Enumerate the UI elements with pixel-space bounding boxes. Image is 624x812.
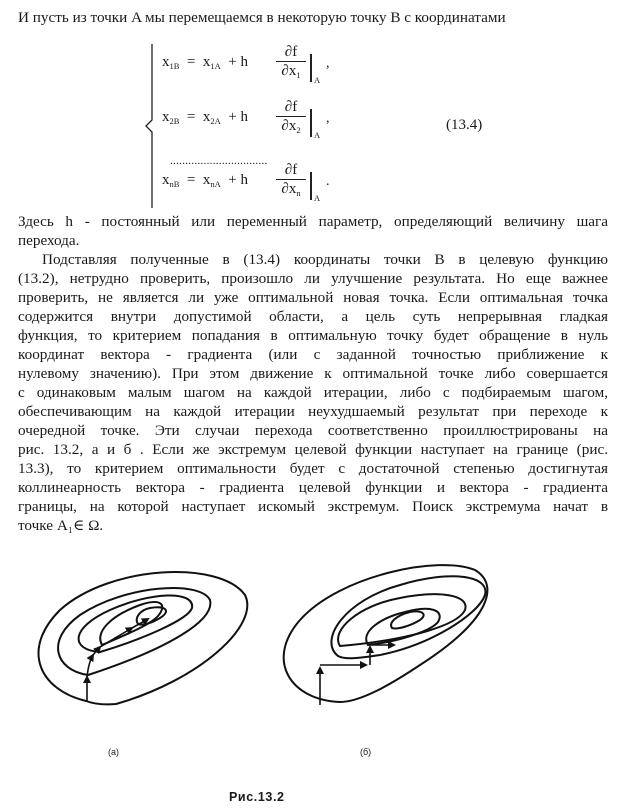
figure-a-path bbox=[87, 619, 148, 701]
eq-rhs-sub: 2A bbox=[210, 116, 221, 126]
den-sub: n bbox=[296, 188, 301, 199]
paragraph-line: (13.2), нетрудно проверить, произошло ли улучшение результата. Но еще важнее bbox=[18, 270, 608, 287]
paragraph-line: 13.3), то критерием оптимальности будет с достаточной степенью достигнутая bbox=[18, 460, 608, 477]
eq-lhs: x bbox=[162, 109, 170, 125]
partial-derivative bbox=[274, 97, 308, 136]
frac-numerator: ∂f bbox=[284, 44, 298, 60]
paragraph-line: перехода. bbox=[18, 232, 80, 249]
step-arrow-a4 bbox=[100, 628, 132, 647]
eq-lhs-sub: 1B bbox=[169, 61, 180, 71]
paragraph-line: Здесь h - постоянный или переменный параметр, определяющий величину шага bbox=[18, 213, 608, 230]
evaluation-bar bbox=[310, 54, 312, 82]
paragraph-line: содержится внутри допустимой области, а цель суть непрерывная гладкая bbox=[18, 308, 608, 325]
eq-step-h: h bbox=[240, 109, 248, 125]
frac-denominator bbox=[274, 62, 308, 81]
den-text: ∂x bbox=[281, 63, 297, 80]
paragraph-line: рис. 13.2, а и б . Если же экстремум целевой функции наступает на границе (рис. bbox=[18, 441, 608, 458]
paragraph-line: проверить, не является ли уже оптимальной новая точка. Если оптимальная точка bbox=[18, 289, 608, 306]
den-sub: 2 bbox=[296, 125, 301, 136]
eq-punct: . bbox=[326, 174, 330, 189]
den-sub: 1 bbox=[296, 70, 301, 81]
paragraph-line: координат вектора - градиента (или с заданной точностью приближение к bbox=[18, 346, 608, 363]
evaluation-bar bbox=[310, 109, 312, 137]
den-text: ∂x bbox=[281, 118, 297, 135]
paragraph-line: точке A₁∈ Ω. bbox=[18, 517, 104, 534]
figure-13-2 bbox=[0, 540, 624, 740]
paragraph-line: границы, на которой наступает искомый экстремум. Поиск экстремума начат в bbox=[18, 498, 608, 515]
figure-caption: Рис.13.2 bbox=[229, 790, 285, 804]
eq-rhs-sub: nA bbox=[210, 179, 221, 189]
den-text: ∂x bbox=[281, 181, 297, 198]
paragraph-line: коллинеарность вектора - градиента целевой функции и вектора - градиента bbox=[18, 479, 608, 496]
paragraph-line: очередной точке. Эти случаи перехода соответственно проиллюстрированы на bbox=[18, 422, 608, 439]
eq-step-h: h bbox=[240, 172, 248, 188]
partial-derivative bbox=[274, 42, 308, 81]
eq-rhs: x bbox=[202, 54, 211, 70]
eq-lhs-sub: 2B bbox=[169, 116, 180, 126]
eval-at: A bbox=[314, 193, 321, 203]
contour-a-3 bbox=[79, 595, 193, 652]
eq-rhs: x bbox=[202, 109, 211, 125]
paragraph-line: нулевому значению). При этом движение к оптимальной точке либо совершается bbox=[18, 365, 608, 382]
paragraph-line: обеспечивающим на каждой итерации неухудшаемый результат при переходе к bbox=[18, 403, 608, 420]
eval-at: A bbox=[314, 130, 321, 140]
eq-lhs: x bbox=[162, 54, 170, 70]
eq-step-h: h bbox=[240, 54, 248, 70]
left-brace bbox=[142, 42, 156, 210]
figure-a-contours bbox=[39, 572, 248, 704]
eq-lhs-sub: nB bbox=[169, 179, 180, 189]
equation-ellipsis: ................................ bbox=[170, 155, 268, 167]
intro-text: И пусть из точки A мы перемещаемся в некоторую точку B с координатами bbox=[18, 9, 506, 26]
figure-b-contours bbox=[284, 565, 488, 702]
eq-rhs-sub: 1A bbox=[210, 61, 221, 71]
eq-lhs: x bbox=[162, 172, 170, 188]
frac-numerator: ∂f bbox=[284, 162, 298, 178]
frac-denominator bbox=[274, 180, 308, 199]
partial-derivative bbox=[274, 160, 308, 199]
eval-at: A bbox=[314, 75, 321, 85]
figure-label-b: (б) bbox=[360, 747, 372, 757]
figure-label-a: (а) bbox=[108, 747, 119, 757]
paragraph-line: с одинаковым малым шагом на каждой итерации, либо с подбираемым шагом, bbox=[18, 384, 608, 401]
eq-punct: , bbox=[326, 111, 330, 126]
frac-denominator bbox=[274, 117, 308, 136]
frac-numerator: ∂f bbox=[284, 99, 298, 115]
paragraph-line: функция, то критерием попадания в оптимальную точку будет обращение в нуль bbox=[18, 327, 608, 344]
contour-b-outer bbox=[284, 565, 488, 702]
paragraph-line: Подставляя полученные в (13.4) координаты точки B в целевую функцию bbox=[42, 251, 608, 268]
eq-rhs: x bbox=[202, 172, 211, 188]
eq-punct: , bbox=[326, 56, 330, 71]
evaluation-bar bbox=[310, 172, 312, 200]
equation-number: (13.4) bbox=[446, 117, 483, 133]
